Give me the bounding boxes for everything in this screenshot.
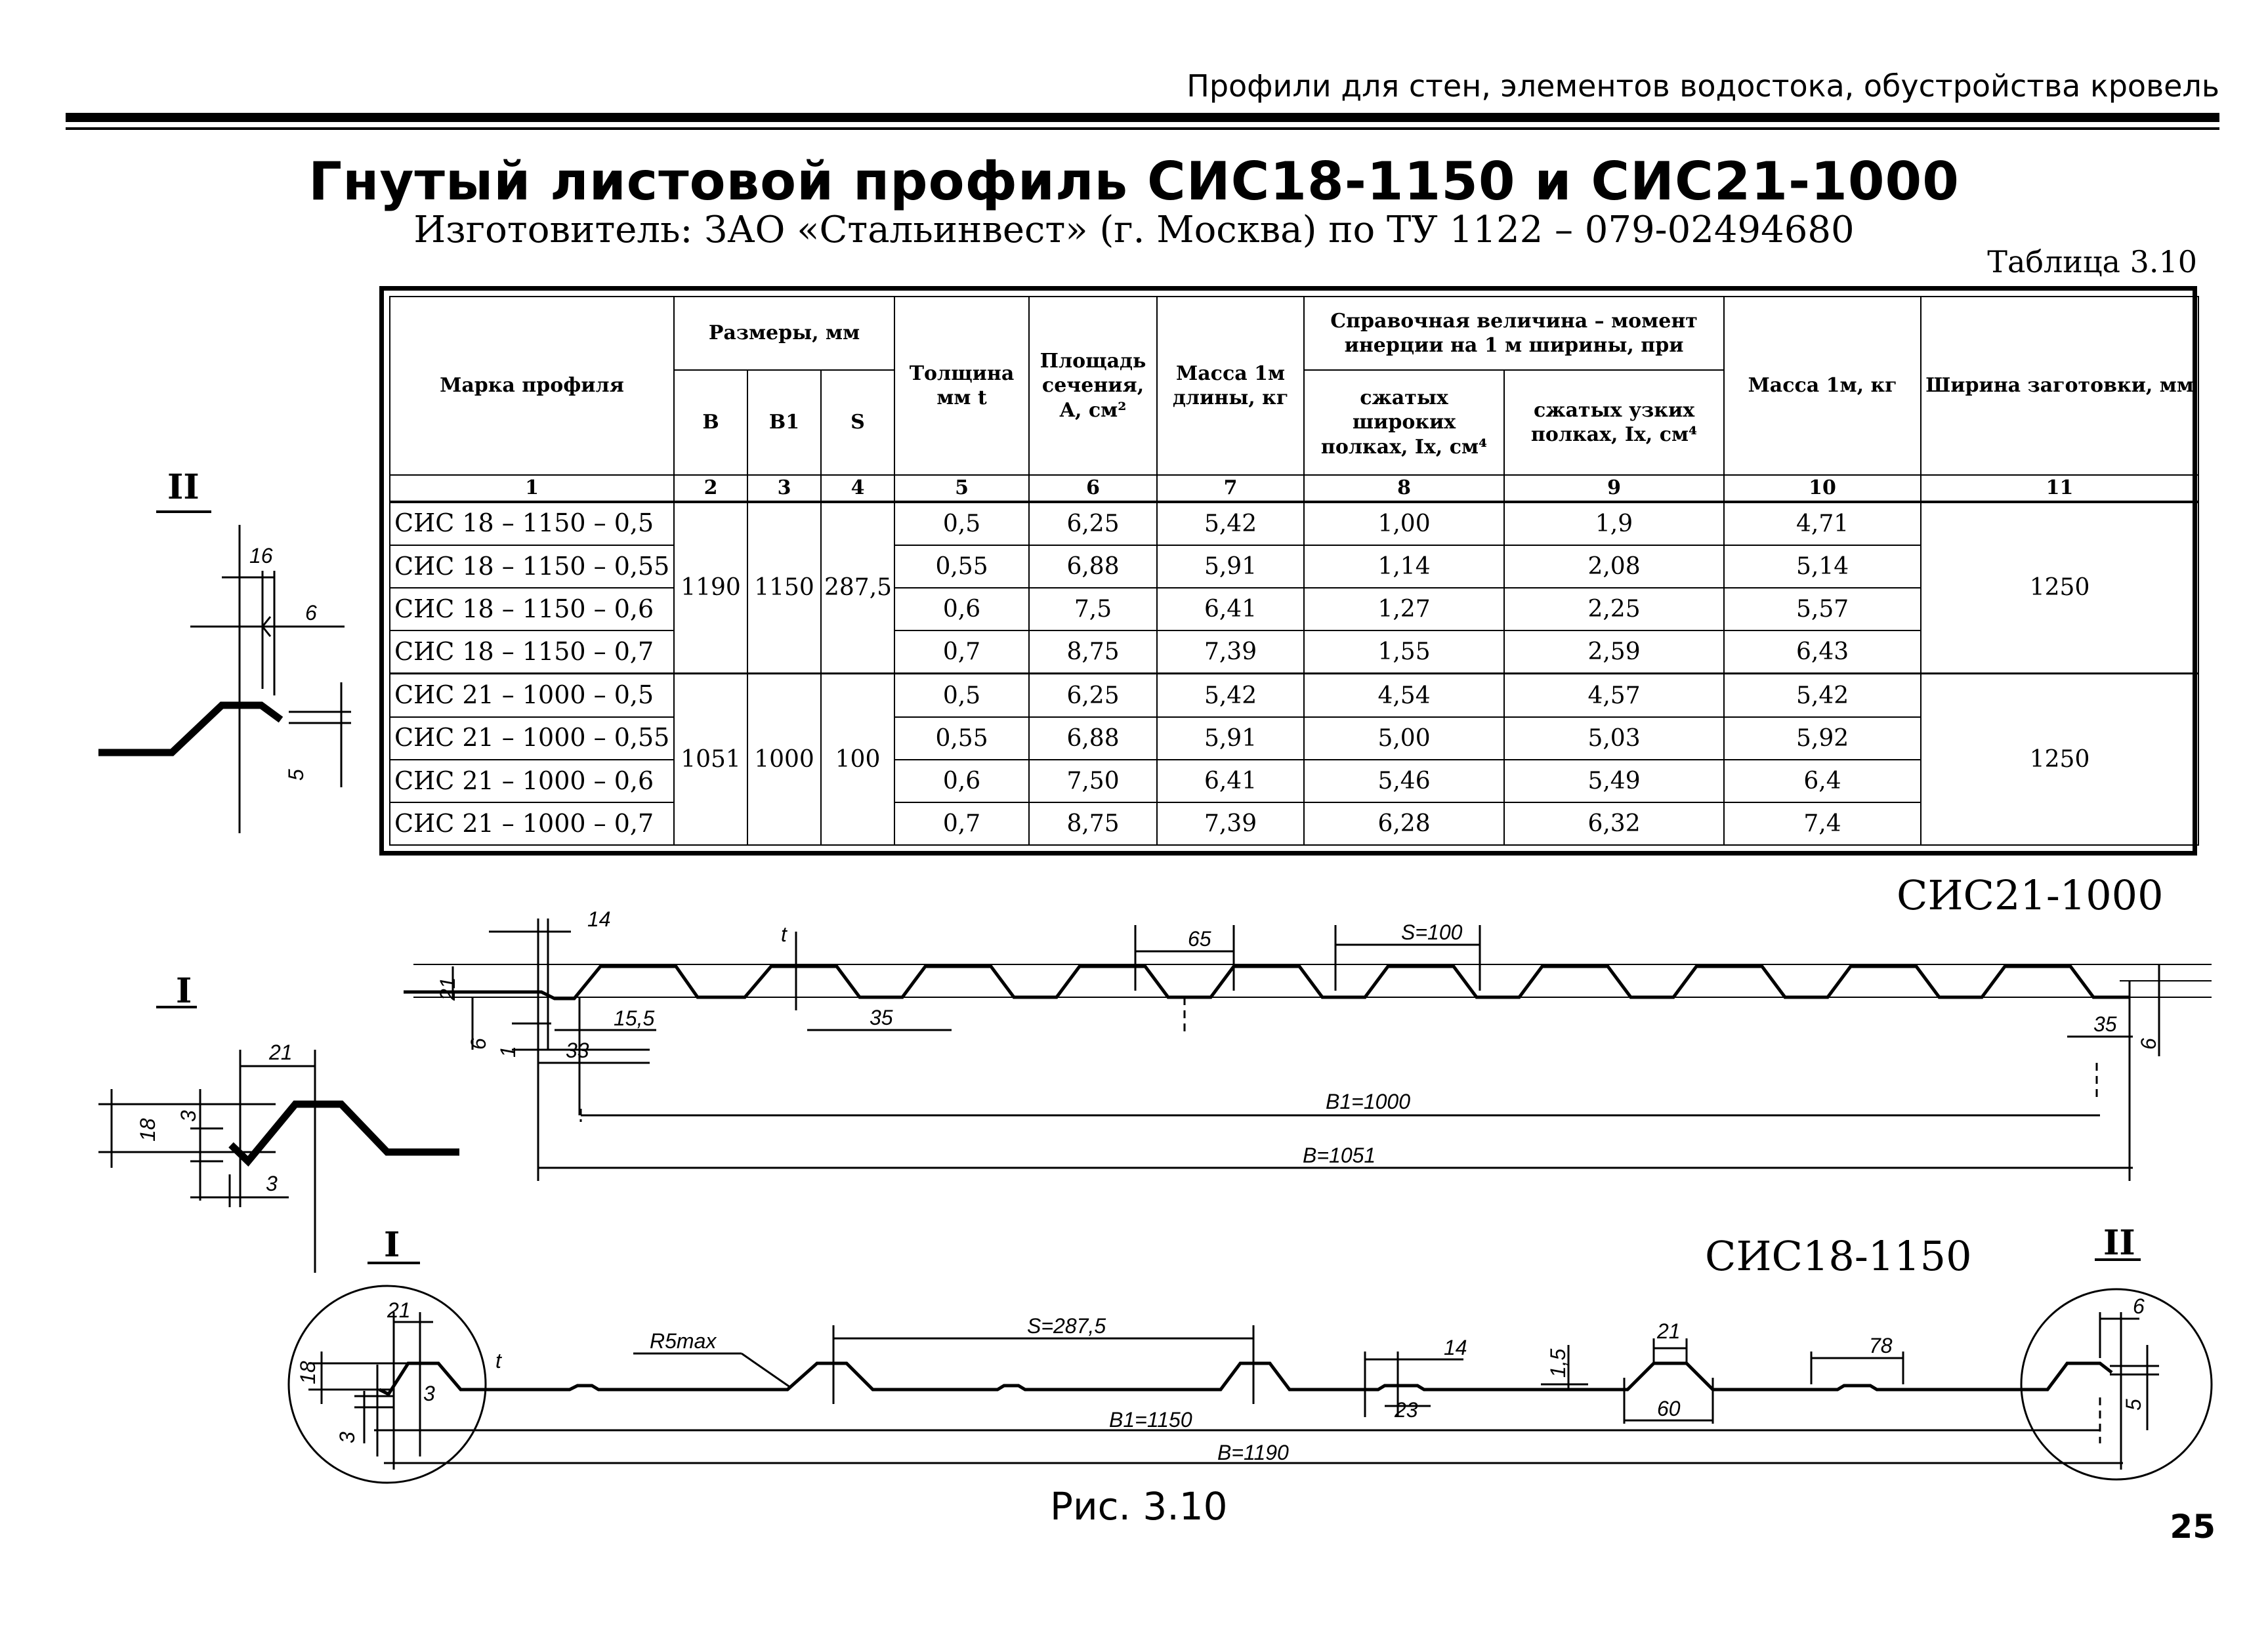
dim-sis18-b1: B1=1150: [1109, 1408, 1192, 1432]
cell-area: 6,25: [1029, 674, 1157, 717]
cell-t: 0,7: [894, 802, 1029, 845]
sis18-label: СИС18-1150: [1705, 1232, 1972, 1280]
manufacturer-subtitle: Изготовитель: ЗАО «Стальинвест» (г. Москва) по ТУ 1122 – 079-02494680: [413, 209, 1855, 251]
cell-narrow: 5,03: [1504, 717, 1724, 760]
cell-t: 0,6: [894, 588, 1029, 630]
cell-mass-m: 5,42: [1724, 674, 1921, 717]
header-thickness: Толщина мм t: [894, 297, 1029, 475]
dim-detail-i-3b: 3: [266, 1172, 278, 1195]
col-num: 6: [1029, 475, 1157, 502]
cell-wide: 1,55: [1304, 630, 1504, 674]
cell-wide: 6,28: [1304, 802, 1504, 845]
dim-sis21-35-right: 35: [2093, 1012, 2117, 1036]
detail-ii-label-bottom: II: [2103, 1223, 2135, 1263]
cell-mark: СИС 21 – 1000 – 0,6: [390, 760, 674, 802]
cell-narrow: 2,25: [1504, 588, 1724, 630]
dim-sis21-1: 1: [496, 1046, 520, 1058]
header-mark: Марка профиля: [390, 297, 674, 475]
cell-narrow: 2,08: [1504, 545, 1724, 588]
cell-mass: 6,41: [1157, 588, 1304, 630]
sis21-label: СИС21-1000: [1897, 871, 2164, 919]
header-s: S: [821, 370, 894, 475]
dim-sis18-1-5: 1,5: [1546, 1348, 1570, 1378]
page-title: Гнутый листовой профиль СИС18-1150 и СИС21-1000: [308, 151, 1960, 212]
header-b: B: [674, 370, 747, 475]
header-moment: Справочная величина – момент инерции на 1 м ширины, при: [1304, 297, 1724, 370]
cell-mark: СИС 21 – 1000 – 0,55: [390, 717, 674, 760]
dim-sis21-b: B=1051: [1303, 1144, 1376, 1167]
cell-b: 1051: [674, 674, 747, 845]
detail-ii-drawing: [98, 512, 351, 833]
dim-sis21-b1: B1=1000: [1326, 1090, 1411, 1113]
dim-sis18-21: 21: [387, 1298, 411, 1322]
dim-sis21-6: 6: [467, 1038, 490, 1050]
dim-sis18-t: t: [495, 1349, 501, 1373]
cell-wide: 1,27: [1304, 588, 1504, 630]
dim-sis18-3b: 3: [335, 1432, 359, 1443]
col-num: 1: [390, 475, 674, 502]
page-number: 25: [2170, 1508, 2216, 1546]
dim-detail-ii-6: 6: [305, 601, 317, 625]
cell-mass-m: 5,14: [1724, 545, 1921, 588]
header-blank-width: Ширина заготовки, мм: [1921, 297, 2198, 475]
cell-mass: 5,42: [1157, 674, 1304, 717]
cell-mass: 7,39: [1157, 802, 1304, 845]
cell-narrow: 5,49: [1504, 760, 1724, 802]
cell-b1: 1000: [747, 674, 821, 845]
cell-t: 0,7: [894, 630, 1029, 674]
header-dimensions: Размеры, мм: [674, 297, 894, 370]
dim-sis21-21: 21: [436, 977, 459, 1001]
dim-sis21-33: 33: [566, 1039, 589, 1062]
dim-sis18-60: 60: [1657, 1397, 1681, 1420]
dim-sis18-23: 23: [1395, 1398, 1418, 1422]
header-mass-length: Масса 1м длины, кг: [1157, 297, 1304, 475]
cell-mass-m: 5,57: [1724, 588, 1921, 630]
col-num: 7: [1157, 475, 1304, 502]
cell-t: 0,55: [894, 717, 1029, 760]
cell-narrow: 6,32: [1504, 802, 1724, 845]
cell-area: 7,50: [1029, 760, 1157, 802]
dim-sis18-s287: S=287,5: [1027, 1314, 1106, 1338]
cell-mass: 5,91: [1157, 545, 1304, 588]
cell-mass: 5,42: [1157, 502, 1304, 545]
col-num: 4: [821, 475, 894, 502]
dim-sis21-65: 65: [1188, 927, 1211, 951]
cell-t: 0,6: [894, 760, 1029, 802]
col-num: 5: [894, 475, 1029, 502]
dim-sis21-t: t: [781, 922, 787, 946]
col-num: 11: [1921, 475, 2198, 502]
dim-detail-i-18: 18: [136, 1118, 159, 1142]
dim-detail-i-21: 21: [269, 1041, 293, 1064]
cell-b: 1190: [674, 502, 747, 674]
cell-mark: СИС 18 – 1150 – 0,6: [390, 588, 674, 630]
dim-sis18-6: 6: [2133, 1294, 2145, 1318]
dim-detail-ii-16: 16: [249, 544, 273, 568]
dim-sis18-18: 18: [296, 1361, 320, 1384]
cell-b1: 1150: [747, 502, 821, 674]
cell-wide: 5,00: [1304, 717, 1504, 760]
cell-narrow: 1,9: [1504, 502, 1724, 545]
cell-mass-m: 4,71: [1724, 502, 1921, 545]
col-num: 3: [747, 475, 821, 502]
sis21-profile-drawing: [404, 919, 2212, 1181]
cell-area: 7,5: [1029, 588, 1157, 630]
cell-narrow: 4,57: [1504, 674, 1724, 717]
cell-mark: СИС 21 – 1000 – 0,5: [390, 674, 674, 717]
dim-sis18-78: 78: [1869, 1334, 1893, 1357]
dim-sis18-14: 14: [1444, 1336, 1467, 1359]
col-num: 2: [674, 475, 747, 502]
cell-t: 0,5: [894, 502, 1029, 545]
cell-wide: 5,46: [1304, 760, 1504, 802]
dim-sis21-15-5: 15,5: [614, 1006, 655, 1030]
figure-caption: Рис. 3.10: [1050, 1484, 1228, 1529]
cell-mass-m: 5,92: [1724, 717, 1921, 760]
dim-sis18-21b: 21: [1657, 1319, 1681, 1343]
cell-blank-width: 1250: [1921, 674, 2198, 845]
cell-area: 6,88: [1029, 717, 1157, 760]
cell-mass-m: 7,4: [1724, 802, 1921, 845]
cell-s: 100: [821, 674, 894, 845]
cell-area: 6,25: [1029, 502, 1157, 545]
cell-s: 287,5: [821, 502, 894, 674]
header-narrow: сжатых узких полках, Ix, см⁴: [1504, 370, 1724, 475]
dim-sis21-14: 14: [587, 907, 611, 931]
cell-t: 0,5: [894, 674, 1029, 717]
cell-mass-m: 6,4: [1724, 760, 1921, 802]
cell-wide: 1,00: [1304, 502, 1504, 545]
cell-mark: СИС 21 – 1000 – 0,7: [390, 802, 674, 845]
cell-mark: СИС 18 – 1150 – 0,55: [390, 545, 674, 588]
dim-detail-ii-5: 5: [284, 769, 308, 781]
dim-detail-i-3a: 3: [177, 1110, 200, 1122]
detail-i-label-bottom: I: [384, 1225, 400, 1265]
dim-sis18-5: 5: [2122, 1399, 2145, 1411]
dim-sis21-6-right: 6: [2137, 1038, 2160, 1050]
dim-sis18-b: B=1190: [1217, 1441, 1289, 1464]
col-num: 9: [1504, 475, 1724, 502]
cell-area: 6,88: [1029, 545, 1157, 588]
col-num: 8: [1304, 475, 1504, 502]
cell-mass: 7,39: [1157, 630, 1304, 674]
header-b1: B1: [747, 370, 821, 475]
detail-ii-label-left: II: [167, 467, 200, 507]
cell-wide: 4,54: [1304, 674, 1504, 717]
cell-mass: 5,91: [1157, 717, 1304, 760]
cell-area: 8,75: [1029, 802, 1157, 845]
header-area: Площадь сечения, A, см²: [1029, 297, 1157, 475]
cell-mark: СИС 18 – 1150 – 0,5: [390, 502, 674, 545]
cell-blank-width: 1250: [1921, 502, 2198, 674]
cell-t: 0,55: [894, 545, 1029, 588]
table-label: Таблица 3.10: [1987, 244, 2197, 279]
cell-narrow: 2,59: [1504, 630, 1724, 674]
dim-sis21-35: 35: [870, 1006, 893, 1029]
cell-mass: 6,41: [1157, 760, 1304, 802]
cell-wide: 1,14: [1304, 545, 1504, 588]
header-mass-m: Масса 1м, кг: [1724, 297, 1921, 475]
dim-sis21-s100: S=100: [1401, 920, 1463, 944]
dim-sis18-3a: 3: [423, 1382, 435, 1405]
col-num: 10: [1724, 475, 1921, 502]
detail-i-label-left: I: [176, 971, 192, 1011]
cell-mass-m: 6,43: [1724, 630, 1921, 674]
header-wide: сжатых широких полках, Ix, см⁴: [1304, 370, 1504, 475]
running-header: Профили для стен, элементов водостока, обустройства кровель: [1186, 68, 2219, 104]
cell-mark: СИС 18 – 1150 – 0,7: [390, 630, 674, 674]
cell-area: 8,75: [1029, 630, 1157, 674]
dim-sis18-r5: R5max: [650, 1329, 717, 1353]
